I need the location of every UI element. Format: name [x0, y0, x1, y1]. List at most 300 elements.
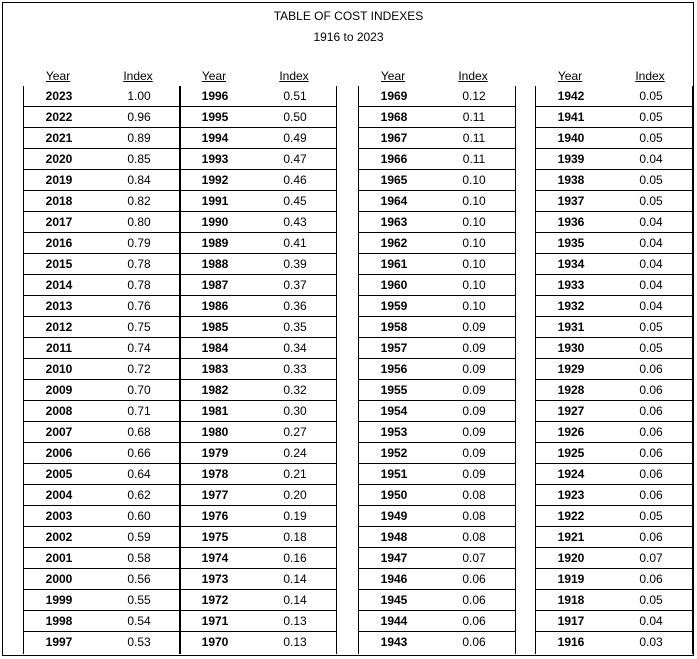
year-cell: 1982: [201, 383, 229, 397]
year-cell: 1993: [201, 152, 229, 166]
index-cell: 0.46: [283, 173, 307, 187]
index-cell: 0.74: [127, 341, 151, 355]
table-row: [536, 590, 692, 611]
table-row: [180, 338, 336, 359]
table-row: [536, 296, 692, 317]
index-cell: 0.60: [127, 509, 151, 523]
year-cell: 1986: [201, 299, 229, 313]
index-cell: 0.06: [462, 593, 486, 607]
table-row: [180, 317, 336, 338]
year-cell: 1937: [557, 194, 585, 208]
index-cell: 0.13: [283, 614, 307, 628]
year-cell: 2009: [45, 383, 73, 397]
year-cell: 1930: [557, 341, 585, 355]
index-cell: 0.10: [462, 236, 486, 250]
column-header: [535, 68, 693, 86]
table-row: [359, 527, 515, 548]
year-cell: 1969: [380, 89, 408, 103]
table-row: [24, 149, 180, 170]
index-cell: 0.09: [462, 362, 486, 376]
table-row: [536, 548, 692, 569]
table-row: [536, 191, 692, 212]
index-cell: 0.10: [462, 257, 486, 271]
table-row: [359, 443, 515, 464]
index-cell: 0.07: [462, 551, 486, 565]
year-cell: 1967: [380, 131, 408, 145]
index-cell: 0.47: [283, 152, 307, 166]
index-cell: 0.45: [283, 194, 307, 208]
index-cell: 0.55: [127, 593, 151, 607]
table-row: [359, 254, 515, 275]
index-header: Index: [458, 69, 488, 83]
table-row: [359, 359, 515, 380]
index-cell: 0.06: [639, 362, 663, 376]
year-cell: 1954: [380, 404, 408, 418]
table-row: [24, 632, 180, 653]
table-row: [536, 233, 692, 254]
year-cell: 1927: [557, 404, 585, 418]
index-cell: 0.06: [639, 572, 663, 586]
year-cell: 1979: [201, 446, 229, 460]
index-cell: 0.12: [462, 89, 486, 103]
table-row: [536, 107, 692, 128]
year-cell: 1980: [201, 425, 229, 439]
year-cell: 1970: [201, 635, 229, 649]
table-row: [536, 359, 692, 380]
table-row: [180, 422, 336, 443]
year-cell: 1956: [380, 362, 408, 376]
index-cell: 0.08: [462, 530, 486, 544]
table-row: [359, 464, 515, 485]
table-row: [536, 338, 692, 359]
year-cell: 1974: [201, 551, 229, 565]
index-cell: 0.06: [639, 404, 663, 418]
year-cell: 1959: [380, 299, 408, 313]
table-row: [359, 548, 515, 569]
index-cell: 0.09: [462, 383, 486, 397]
table-row: [180, 107, 336, 128]
year-cell: 1984: [201, 341, 229, 355]
year-cell: 1940: [557, 131, 585, 145]
year-cell: 1918: [557, 593, 585, 607]
table-row: [180, 212, 336, 233]
year-cell: 1985: [201, 320, 229, 334]
index-cell: 0.11: [462, 131, 486, 145]
year-cell: 1988: [201, 257, 229, 271]
table-row: [359, 317, 515, 338]
year-cell: 1963: [380, 215, 408, 229]
table-row: [24, 548, 180, 569]
year-cell: 1948: [380, 530, 408, 544]
year-cell: 1944: [380, 614, 408, 628]
index-cell: 0.06: [462, 614, 486, 628]
index-cell: 0.04: [639, 299, 663, 313]
index-cell: 0.13: [283, 635, 307, 649]
index-cell: 0.05: [639, 341, 663, 355]
year-cell: 1966: [380, 152, 408, 166]
table-row: [359, 422, 515, 443]
index-cell: 0.89: [127, 131, 151, 145]
table-row: [24, 401, 180, 422]
index-cell: 0.78: [127, 278, 151, 292]
index-cell: 0.04: [639, 278, 663, 292]
index-cell: 0.33: [283, 362, 307, 376]
year-cell: 2005: [45, 467, 73, 481]
year-cell: 1935: [557, 236, 585, 250]
index-cell: 0.06: [639, 446, 663, 460]
table-row: [359, 611, 515, 632]
table-row: [24, 380, 180, 401]
index-cell: 0.34: [283, 341, 307, 355]
year-cell: 1964: [380, 194, 408, 208]
index-cell: 0.03: [639, 635, 663, 649]
index-cell: 0.06: [462, 635, 486, 649]
year-cell: 1919: [557, 572, 585, 586]
table-row: [536, 128, 692, 149]
index-cell: 0.05: [639, 509, 663, 523]
index-cell: 0.05: [639, 131, 663, 145]
table-row: [180, 527, 336, 548]
year-cell: 2002: [45, 530, 73, 544]
index-cell: 0.09: [462, 467, 486, 481]
table-row: [359, 128, 515, 149]
index-cell: 0.04: [639, 614, 663, 628]
index-cell: 0.16: [283, 551, 307, 565]
index-header: Index: [279, 69, 309, 83]
column-header: [358, 68, 516, 86]
table-row: [359, 170, 515, 191]
index-cell: 0.68: [127, 425, 151, 439]
index-cell: 0.04: [639, 236, 663, 250]
index-cell: 0.70: [127, 383, 151, 397]
table-row: [359, 569, 515, 590]
year-cell: 1916: [557, 635, 585, 649]
year-cell: 1922: [557, 509, 585, 523]
year-cell: 1973: [201, 572, 229, 586]
index-cell: 0.32: [283, 383, 307, 397]
index-cell: 0.06: [639, 425, 663, 439]
table-row: [359, 485, 515, 506]
year-cell: 1983: [201, 362, 229, 376]
index-cell: 0.06: [639, 383, 663, 397]
year-cell: 1924: [557, 467, 585, 481]
table-row: [180, 464, 336, 485]
index-cell: 0.96: [127, 110, 151, 124]
table-row: [180, 296, 336, 317]
column-rows: [179, 86, 337, 654]
table-row: [359, 401, 515, 422]
table-row: [536, 569, 692, 590]
table-subtitle: 1916 to 2023: [313, 30, 384, 44]
index-cell: 0.06: [639, 488, 663, 502]
year-cell: 1996: [201, 89, 229, 103]
year-header: Year: [557, 69, 583, 83]
table-row: [24, 233, 180, 254]
table-row: [359, 506, 515, 527]
year-cell: 1999: [45, 593, 73, 607]
index-cell: 0.06: [639, 467, 663, 481]
index-cell: 0.51: [283, 89, 307, 103]
year-cell: 1976: [201, 509, 229, 523]
year-cell: 1926: [557, 425, 585, 439]
index-cell: 0.19: [283, 509, 307, 523]
table-row: [24, 296, 180, 317]
column-rows: [358, 86, 516, 654]
table-row: [359, 632, 515, 653]
year-cell: 1932: [557, 299, 585, 313]
year-cell: 1923: [557, 488, 585, 502]
index-cell: 0.04: [639, 215, 663, 229]
index-cell: 0.49: [283, 131, 307, 145]
table-row: [180, 548, 336, 569]
year-cell: 1978: [201, 467, 229, 481]
table-row: [359, 233, 515, 254]
year-cell: 1936: [557, 215, 585, 229]
year-cell: 1962: [380, 236, 408, 250]
table-row: [24, 275, 180, 296]
table-row: [359, 380, 515, 401]
index-cell: 0.36: [283, 299, 307, 313]
table-row: [180, 191, 336, 212]
index-cell: 0.35: [283, 320, 307, 334]
table-row: [180, 569, 336, 590]
index-cell: 0.05: [639, 320, 663, 334]
index-cell: 0.62: [127, 488, 151, 502]
column-group-1: [23, 68, 181, 654]
year-cell: 1960: [380, 278, 408, 292]
table-row: [359, 275, 515, 296]
table-row: [359, 191, 515, 212]
year-cell: 1998: [45, 614, 73, 628]
index-cell: 0.78: [127, 257, 151, 271]
column-group-3: [358, 68, 516, 654]
year-cell: 1947: [380, 551, 408, 565]
table-row: [536, 632, 692, 653]
year-cell: 1958: [380, 320, 408, 334]
table-row: [536, 254, 692, 275]
table-row: [24, 317, 180, 338]
index-cell: 0.07: [639, 551, 663, 565]
year-cell: 1977: [201, 488, 229, 502]
table-row: [180, 611, 336, 632]
index-cell: 0.75: [127, 320, 151, 334]
table-row: [536, 275, 692, 296]
year-cell: 1961: [380, 257, 408, 271]
index-cell: 0.84: [127, 173, 151, 187]
table-row: [24, 107, 180, 128]
column-header: [23, 68, 181, 86]
index-cell: 0.43: [283, 215, 307, 229]
year-cell: 1972: [201, 593, 229, 607]
year-cell: 2003: [45, 509, 73, 523]
index-cell: 0.10: [462, 215, 486, 229]
table-row: [24, 569, 180, 590]
year-cell: 1946: [380, 572, 408, 586]
year-cell: 2017: [45, 215, 73, 229]
table-row: [24, 212, 180, 233]
index-cell: 0.56: [127, 572, 151, 586]
index-cell: 0.04: [639, 257, 663, 271]
year-header: Year: [380, 69, 406, 83]
table-row: [359, 86, 515, 107]
index-cell: 0.54: [127, 614, 151, 628]
table-row: [180, 443, 336, 464]
year-cell: 2013: [45, 299, 73, 313]
year-cell: 1953: [380, 425, 408, 439]
year-cell: 2023: [45, 89, 73, 103]
table-row: [24, 443, 180, 464]
column-rows: [535, 86, 693, 654]
table-row: [24, 191, 180, 212]
year-cell: 2016: [45, 236, 73, 250]
year-cell: 1920: [557, 551, 585, 565]
table-row: [359, 212, 515, 233]
table-row: [24, 485, 180, 506]
index-cell: 0.14: [283, 593, 307, 607]
table-row: [536, 485, 692, 506]
year-cell: 1952: [380, 446, 408, 460]
year-cell: 1934: [557, 257, 585, 271]
index-cell: 0.09: [462, 425, 486, 439]
year-cell: 2012: [45, 320, 73, 334]
table-row: [24, 464, 180, 485]
index-cell: 0.18: [283, 530, 307, 544]
table-row: [180, 233, 336, 254]
index-cell: 0.09: [462, 320, 486, 334]
year-cell: 2022: [45, 110, 73, 124]
index-cell: 0.08: [462, 488, 486, 502]
table-row: [359, 107, 515, 128]
table-row: [180, 590, 336, 611]
table-row: [180, 128, 336, 149]
table-row: [536, 149, 692, 170]
index-cell: 0.05: [639, 593, 663, 607]
table-row: [24, 590, 180, 611]
year-cell: 1938: [557, 173, 585, 187]
index-cell: 0.24: [283, 446, 307, 460]
year-cell: 2019: [45, 173, 73, 187]
year-cell: 1975: [201, 530, 229, 544]
year-cell: 1957: [380, 341, 408, 355]
table-row: [180, 170, 336, 191]
table-row: [180, 359, 336, 380]
index-cell: 0.09: [462, 404, 486, 418]
table-row: [180, 254, 336, 275]
table-row: [180, 401, 336, 422]
index-cell: 0.30: [283, 404, 307, 418]
year-cell: 2006: [45, 446, 73, 460]
year-cell: 1931: [557, 320, 585, 334]
index-cell: 0.72: [127, 362, 151, 376]
year-cell: 1994: [201, 131, 229, 145]
index-cell: 0.85: [127, 152, 151, 166]
index-cell: 0.82: [127, 194, 151, 208]
year-cell: 1995: [201, 110, 229, 124]
year-cell: 1971: [201, 614, 229, 628]
year-cell: 1981: [201, 404, 229, 418]
year-cell: 1989: [201, 236, 229, 250]
year-cell: 2007: [45, 425, 73, 439]
index-cell: 0.09: [462, 341, 486, 355]
table-row: [24, 86, 180, 107]
table-title: TABLE OF COST INDEXES: [273, 9, 424, 23]
index-cell: 0.20: [283, 488, 307, 502]
table-row: [180, 86, 336, 107]
year-cell: 1950: [380, 488, 408, 502]
year-cell: 1939: [557, 152, 585, 166]
year-cell: 2014: [45, 278, 73, 292]
table-row: [359, 149, 515, 170]
table-row: [24, 422, 180, 443]
year-cell: 1942: [557, 89, 585, 103]
year-cell: 1997: [45, 635, 73, 649]
year-cell: 1987: [201, 278, 229, 292]
index-cell: 0.05: [639, 173, 663, 187]
index-cell: 0.05: [639, 194, 663, 208]
index-cell: 0.09: [462, 446, 486, 460]
table-row: [536, 611, 692, 632]
year-cell: 2021: [45, 131, 73, 145]
year-cell: 1943: [380, 635, 408, 649]
index-cell: 0.76: [127, 299, 151, 313]
table-row: [24, 254, 180, 275]
year-cell: 2010: [45, 362, 73, 376]
index-cell: 0.80: [127, 215, 151, 229]
table-row: [24, 128, 180, 149]
year-cell: 2018: [45, 194, 73, 208]
table-row: [536, 422, 692, 443]
year-header: Year: [201, 69, 227, 83]
table-row: [359, 338, 515, 359]
table-row: [180, 149, 336, 170]
index-cell: 0.11: [462, 152, 486, 166]
year-cell: 1951: [380, 467, 408, 481]
index-cell: 0.05: [639, 110, 663, 124]
index-cell: 0.79: [127, 236, 151, 250]
year-cell: 1929: [557, 362, 585, 376]
year-cell: 1933: [557, 278, 585, 292]
index-cell: 0.10: [462, 299, 486, 313]
index-cell: 0.05: [639, 89, 663, 103]
index-cell: 0.14: [283, 572, 307, 586]
table-row: [180, 506, 336, 527]
index-cell: 0.39: [283, 257, 307, 271]
year-cell: 1955: [380, 383, 408, 397]
table-row: [536, 212, 692, 233]
column-group-2: [179, 68, 337, 654]
table-row: [536, 170, 692, 191]
index-cell: 0.53: [127, 635, 151, 649]
year-cell: 2011: [45, 341, 73, 355]
table-row: [536, 86, 692, 107]
year-cell: 1941: [557, 110, 585, 124]
table-row: [536, 401, 692, 422]
table-row: [180, 380, 336, 401]
year-cell: 2008: [45, 404, 73, 418]
table-row: [536, 527, 692, 548]
year-cell: 1928: [557, 383, 585, 397]
year-cell: 1965: [380, 173, 408, 187]
year-cell: 2001: [45, 551, 73, 565]
table-row: [24, 527, 180, 548]
column-header: [179, 68, 337, 86]
table-row: [536, 506, 692, 527]
table-row: [24, 170, 180, 191]
table-row: [536, 443, 692, 464]
table-row: [24, 506, 180, 527]
index-cell: 0.21: [283, 467, 307, 481]
index-cell: 0.06: [639, 530, 663, 544]
